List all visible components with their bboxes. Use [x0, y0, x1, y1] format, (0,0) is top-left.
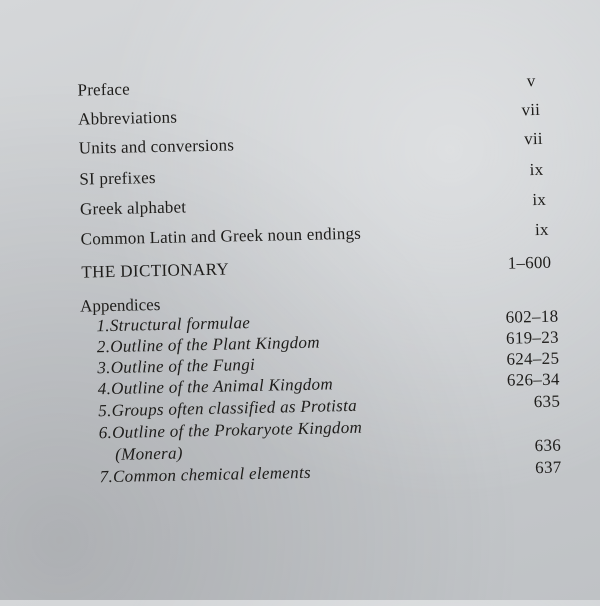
appendix-page: 624–25 — [506, 349, 559, 370]
toc-entry-page: vii — [521, 100, 540, 120]
toc-entry-the-dictionary — [81, 253, 551, 263]
appendix-label: Outline of the Animal Kingdom — [111, 374, 333, 398]
appendix-page: 635 — [534, 392, 561, 413]
appendix-label: Groups often classified as Protista — [111, 396, 357, 420]
appendix-number: 4. — [98, 379, 112, 398]
appendix-number: 7. — [99, 467, 113, 486]
toc-entry-preface — [77, 71, 547, 81]
appendix-page: 636 — [534, 436, 561, 457]
toc-entry-greek-alphabet — [80, 190, 550, 200]
toc-entry-units-and-conversions — [79, 129, 549, 139]
toc-entry-abbreviations — [78, 100, 548, 110]
toc-entry-page: v — [527, 71, 536, 91]
appendix-label: Outline of the Fungi — [111, 355, 256, 377]
appendix-page: 602–18 — [505, 307, 558, 328]
toc-entry-page: vii — [524, 129, 543, 149]
appendix-label: Structural formulae — [110, 313, 251, 335]
appendix-page: 619–23 — [506, 328, 559, 349]
toc-entry-label: Preface — [77, 80, 130, 101]
toc-entry-label: THE DICTIONARY — [81, 259, 229, 282]
appendix-page: 626–34 — [507, 370, 560, 391]
toc-entry-label: Abbreviations — [78, 108, 177, 130]
toc-entry-si-prefixes — [79, 160, 549, 170]
appendix-number: 3. — [97, 358, 111, 377]
appendix-number: 6. — [99, 423, 113, 442]
toc-entry-label: SI prefixes — [79, 168, 156, 190]
toc-entry-label: Common Latin and Greek noun endings — [80, 224, 361, 250]
appendix-label: Common chemical elements — [113, 463, 311, 486]
appendix-label: Outline of the Plant Kingdom — [110, 333, 320, 356]
toc-entry-page: ix — [532, 190, 546, 210]
toc-entry-page: ix — [529, 160, 543, 180]
appendix-number: 5. — [98, 401, 112, 420]
appendix-page: 637 — [535, 458, 562, 479]
appendix-label: (Monera) — [115, 443, 183, 463]
toc-entry-page: 1–600 — [508, 253, 552, 274]
toc-entry-label: Units and conversions — [79, 135, 235, 158]
toc-entry-page: ix — [535, 220, 549, 240]
toc-entry-label: Greek alphabet — [80, 197, 187, 219]
appendix-number: 1. — [96, 316, 110, 335]
appendices-heading: Appendices — [80, 295, 161, 317]
toc-entry-noun-endings — [80, 220, 550, 230]
appendix-number: 2. — [97, 337, 111, 356]
appendix-label: Outline of the Prokaryote Kingdom — [112, 418, 362, 442]
